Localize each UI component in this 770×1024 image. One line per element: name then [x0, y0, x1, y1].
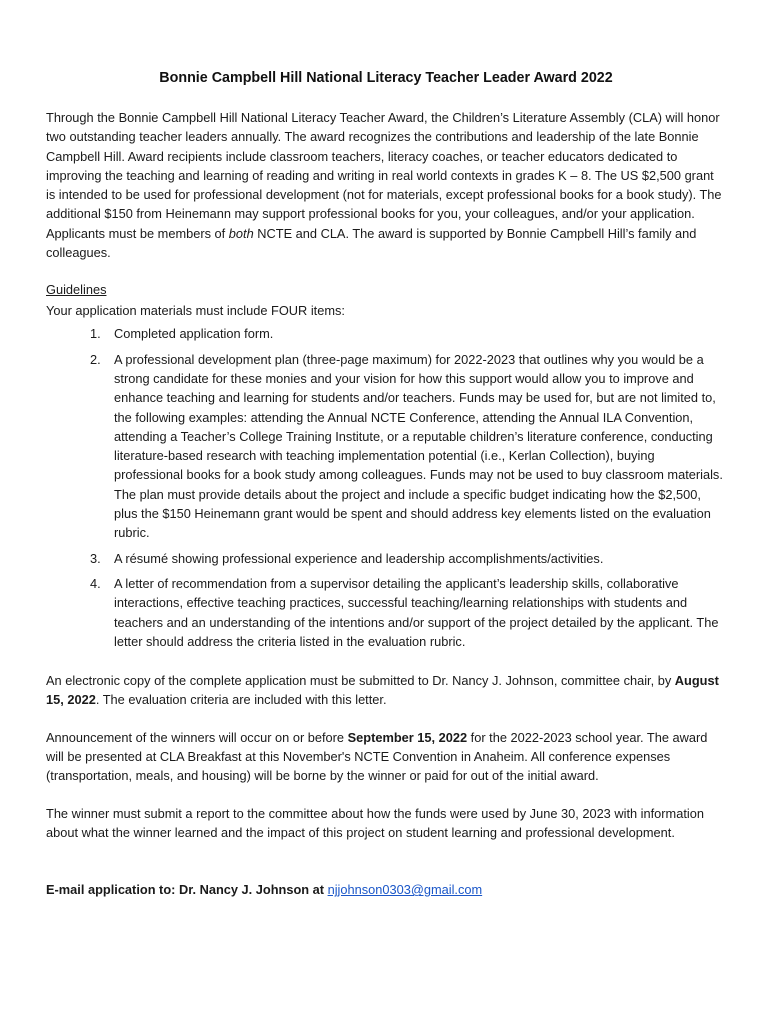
list-item: [46, 549, 726, 568]
email-label: E-mail application to: Dr. Nancy J. Johnson at: [46, 882, 328, 898]
guidelines-heading: Guidelines: [46, 282, 107, 298]
submission-deadline: August 15, 2022: [46, 673, 719, 708]
email-instruction: [46, 880, 726, 899]
list-item: [46, 350, 726, 543]
intro-paragraph: [46, 108, 726, 262]
intro-text-part2: NCTE and CLA. The award is supported by Bonnie Campbell Hill’s family and colleagues.: [46, 225, 697, 261]
document-title: Bonnie Campbell Hill National Literacy Teacher Leader Award 2022: [159, 70, 613, 86]
list-item-number: 4.: [90, 575, 101, 591]
announcement-text-part1: Announcement of the winners will occur on or before: [46, 729, 348, 745]
list-item-number: 2.: [90, 351, 101, 367]
document-page: [46, 70, 726, 912]
list-item-number: 1.: [90, 326, 101, 342]
submission-text-part2: . The evaluation criteria are included with this letter.: [95, 692, 387, 708]
announcement-date: September 15, 2022: [347, 729, 468, 745]
requirements-list: [46, 324, 726, 651]
submission-text-part1: An electronic copy of the complete application must be submitted to Dr. Nancy J. Johnson, committee chair, by: [46, 673, 675, 689]
report-paragraph: The winner must submit a report to the committee about how the funds were used by June 30, 2023 with information about what the winner learned and the impact of this project on student learning and professional development.: [46, 805, 704, 840]
list-item: [46, 574, 726, 651]
announcement-paragraph: [46, 728, 726, 786]
announcement-text-part2: for the 2022-2023 school year. The award will be presented at CLA Breakfast at this November's NCTE Convention in Anaheim. All conference expenses (transportation, meals, and housing) will be borne by the winner or paid for out of the initial award.: [46, 729, 708, 784]
list-item-number: 3.: [90, 550, 101, 566]
guidelines-lead: Your application materials must include FOUR items:: [46, 303, 345, 319]
list-item: [46, 324, 726, 343]
intro-emphasis: both: [228, 225, 254, 241]
list-item-text: A professional development plan (three-page maximum) for 2022-2023 that outlines why you would be a strong candidate for these monies and your vision for how this support would allow you to improve and enhance teaching and learning for students and/or teachers. Funds may be used for, but are not limited to, the following examples: attending the Annual NCTE Conference, attending the Annual ILA Convention, attending a Teacher’s College Training Institute, or a reputable children’s literature conference, conducting literature-based research with teaching implementation potential (i.e., Kerlan Collection), buying professional books for a book study among colleagues. Funds may not be used to buy classroom materials. The plan must provide details about the project and include a specific budget indicating how the $2,500, plus the $150 Heinemann grant would be spent and should address key elements listed on the evaluation rubric.: [114, 351, 723, 541]
list-item-text: A letter of recommendation from a supervisor detailing the applicant’s leadership skills, collaborative interactions, effective teaching practices, successful teaching/learning relationships with students and teachers and an understanding of the intentions and/or support of the project detailed by the applicant. The letter should address the criteria listed in the evaluation rubric.: [114, 575, 719, 649]
list-item-text: Completed application form.: [114, 326, 274, 342]
submission-paragraph: [46, 671, 726, 710]
email-link[interactable]: njjohnson0303@gmail.com: [327, 882, 483, 898]
list-item-text: A résumé showing professional experience and leadership accomplishments/activities.: [114, 550, 604, 566]
intro-text-part1: Through the Bonnie Campbell Hill National Literacy Teacher Award, the Children’s Literature Assembly (CLA) will honor two outstanding teacher leaders annually. The award recognizes the contributions and leadership of the late Bonnie Campbell Hill. Award recipients include classroom teachers, literacy coaches, or teacher educators dedicated to improving the teaching and learning of reading and writing in real world contexts in grades K – 8. The US $2,500 grant is intended to be used for professional development (not for materials, except professional books for a book study). The additional $150 from Heinemann may support professional books for you, your colleagues, and/or your application. Applicants must be members of: [46, 110, 722, 241]
